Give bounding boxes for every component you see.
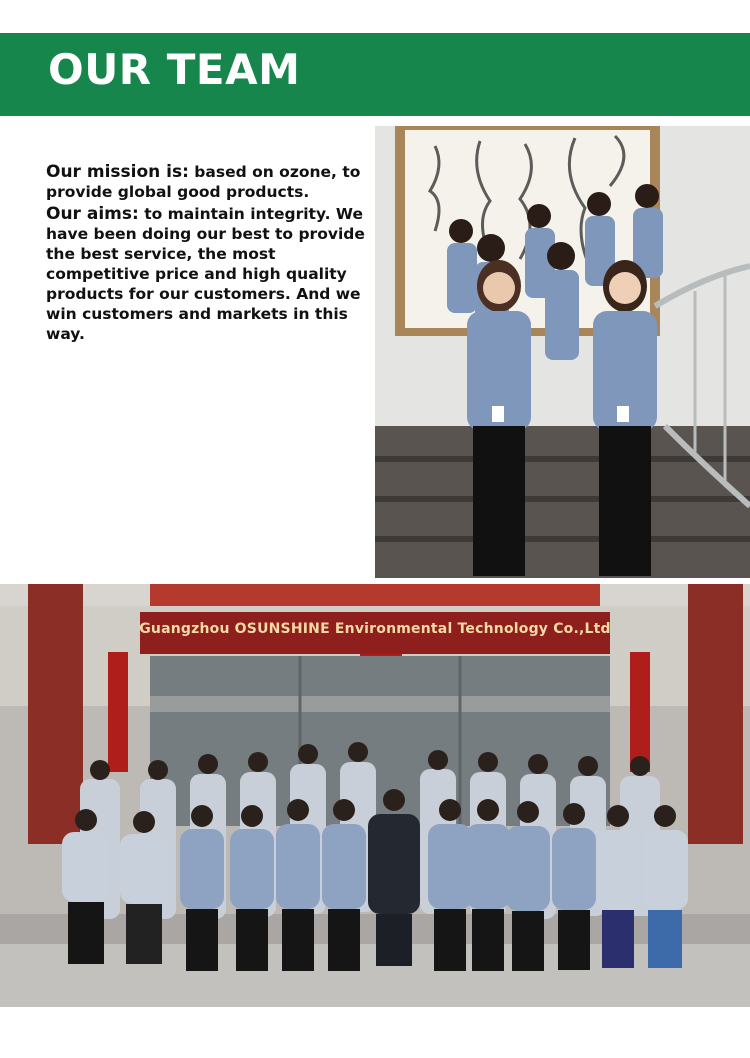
title-banner: [0, 33, 750, 116]
aims-text: to maintain integrity. We have been doing our best to provide the best service, the most competitive price and high quality products for our customers. And we win customers and markets in this way.: [46, 205, 365, 343]
aims-paragraph: [46, 204, 366, 344]
mission-text: based on ozone, to provide global good products.: [46, 163, 361, 201]
aims-label: Our aims:: [46, 204, 139, 224]
team-staircase-photo: [375, 126, 750, 578]
mission-label: Our mission is:: [46, 162, 189, 182]
company-sign-text: Guangzhou OSUNSHINE Environmental Technology Co.,Ltd: [139, 621, 611, 637]
mission-statement: [46, 162, 366, 344]
company-building-illustration: [0, 584, 750, 1007]
company-group-photo: [0, 584, 750, 1007]
page-title: OUR TEAM: [48, 45, 301, 94]
team-staircase-illustration: [375, 126, 750, 578]
mission-paragraph: [46, 162, 366, 202]
